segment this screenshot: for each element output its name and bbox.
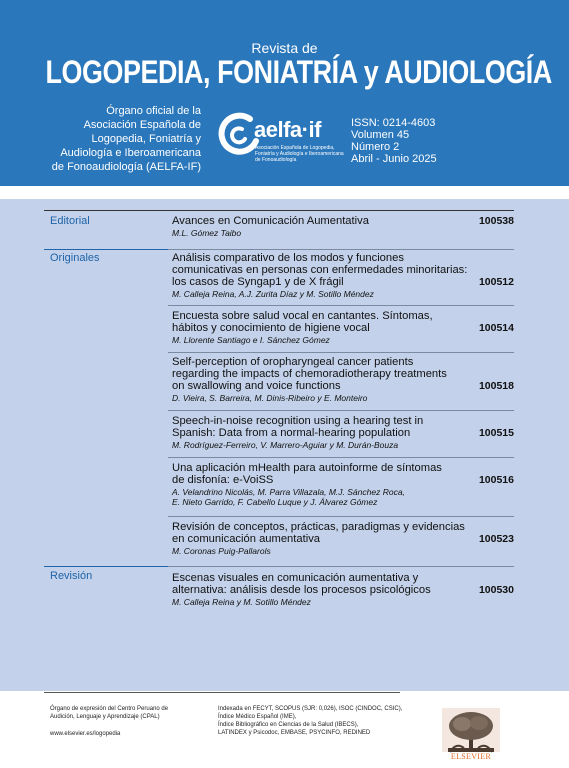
article-entry[interactable] — [172, 356, 514, 403]
title-line: Speech-in-noise recognition using a hearing test in — [172, 415, 424, 427]
cpal-line: Órgano de expresión del Centro Peruano de — [50, 706, 169, 712]
article-title — [172, 310, 472, 334]
article-number: 100515 — [478, 427, 514, 439]
authors-line: M.L. Gómez Taibo — [172, 228, 242, 238]
index-line: Índice Bibliográfico en Ciencias de la Salud (IBECS), — [218, 722, 359, 728]
article-number: 100518 — [478, 380, 514, 392]
section-rule — [44, 249, 168, 250]
article-authors — [172, 440, 472, 450]
article-authors — [172, 228, 472, 238]
entry-rule — [168, 305, 514, 306]
article-number: 100512 — [478, 276, 514, 288]
title-line: en comunicación aumentativa — [172, 533, 321, 545]
organ-line: Órgano oficial de la — [106, 105, 201, 117]
article-title — [172, 252, 472, 288]
article-authors — [172, 335, 472, 345]
article-entry[interactable] — [172, 215, 514, 238]
table-of-contents — [0, 199, 569, 691]
toc-top-rule — [44, 210, 514, 211]
title-line: Encuesta sobre salud vocal en cantantes. Síntomas, — [172, 310, 433, 322]
issue-info — [351, 117, 437, 165]
organ-line: Audiología e Iberoamericana — [60, 147, 201, 159]
title-line: Self-perception of oropharyngeal cancer patients — [172, 356, 414, 368]
article-entry[interactable] — [172, 252, 514, 299]
article-authors — [172, 546, 472, 556]
title-line: hábitos y conocimiento de higiene vocal — [172, 322, 370, 334]
entry-rule — [168, 516, 514, 517]
authors-line: D. Vieira, S. Barreira, M. Dinis-Ribeiro y E. Monteiro — [172, 393, 368, 403]
section-label-revision: Revisión — [50, 570, 93, 582]
title-line: Spanish: Data from a normal-hearing population — [172, 427, 411, 439]
article-title — [172, 521, 472, 545]
entry-rule — [168, 249, 514, 250]
footer-rule — [44, 692, 400, 693]
article-entry[interactable] — [172, 462, 514, 507]
title-line: los casos de Syngap1 y de X frágil — [172, 276, 344, 288]
title-line: Revisión de conceptos, prácticas, paradigmas y evidencias — [172, 521, 465, 533]
title-line: Avances en Comunicación Aumentativa — [172, 215, 369, 227]
title-line: alternativa: análisis desde los procesos psicológicos — [172, 584, 431, 596]
journal-url-link[interactable]: www.elsevier.es/logopedia — [50, 731, 121, 737]
entry-rule — [168, 352, 514, 353]
article-authors — [172, 487, 472, 507]
organ-line: Logopedia, Foniatría y — [91, 133, 201, 145]
article-number: 100514 — [478, 322, 514, 334]
article-entry[interactable] — [172, 572, 514, 607]
entry-rule — [168, 566, 514, 567]
authors-line: M. Calleja Reina y M. Sotillo Méndez — [172, 597, 311, 607]
aelfa-logo — [216, 111, 344, 161]
indexing-note — [218, 705, 418, 737]
issn: ISSN: 0214-4603 — [351, 117, 436, 129]
authors-line: A. Velandrino Nicolás, M. Parra Villazala, M.J. Sánchez Roca, — [172, 487, 405, 497]
article-authors — [172, 289, 472, 299]
title-line: Análisis comparativo de los modos y funciones — [172, 252, 404, 264]
title-line: Escenas visuales en comunicación aumentativa y — [172, 572, 419, 584]
article-title — [172, 215, 472, 227]
article-number: 100530 — [478, 584, 514, 596]
publisher-name: ELSEVIER — [450, 752, 492, 761]
article-title — [172, 415, 472, 439]
volume: Volumen 45 — [351, 129, 410, 141]
article-number: 100516 — [478, 474, 514, 486]
organ-line: Asociación Española de — [83, 119, 201, 131]
title-line: Una aplicación mHealth para autoinforme de síntomas — [172, 462, 442, 474]
article-entry[interactable] — [172, 310, 514, 345]
article-title — [172, 462, 472, 486]
entry-rule — [168, 457, 514, 458]
cpal-line: Audición, Lenguaje y Aprendizaje (CPAL) — [50, 714, 160, 720]
authors-line: M. Coronas Puig-Pallarols — [172, 546, 271, 556]
section-rule — [44, 566, 168, 567]
title-line: de disfonía: e-VoiSS — [172, 474, 274, 486]
cover-header — [0, 0, 569, 186]
authors-line: E. Nieto Garrido, F. Cabello Luque y J. Álvarez Gómez — [172, 497, 378, 507]
article-number: 100523 — [478, 533, 514, 545]
authors-line: M. Llorente Santiago e I. Sánchez Gómez — [172, 335, 330, 345]
journal-title: LOGOPEDIA, FONIATRÍA y AUDIOLOGÍA — [45, 54, 552, 90]
organ-line: de Fonoaudiología (AELFA-IF) — [51, 161, 201, 173]
article-entry[interactable] — [172, 521, 514, 556]
article-authors — [172, 393, 472, 403]
article-authors — [172, 597, 472, 607]
official-organ-text — [1, 104, 201, 174]
issue-number: Número 2 — [351, 141, 400, 153]
logo-subtext: Asociación Española de Logopedia, Foniatría y Audiología e Iberoamericana de Fonoaudiología — [255, 145, 344, 163]
index-line: Índice Médico Español (IME), — [218, 714, 297, 720]
index-line: LATINDEX y Psicodoc, EMBASE, PSYCINFO, REDINED — [218, 730, 371, 736]
section-label-originales: Originales — [50, 252, 100, 264]
entry-rule — [168, 410, 514, 411]
journal-prefix: Revista de — [251, 40, 318, 56]
article-entry[interactable] — [172, 415, 514, 450]
logo-wordmark: aelfa·if — [254, 117, 321, 142]
article-number: 100538 — [478, 215, 514, 227]
section-label-editorial: Editorial — [50, 215, 90, 227]
index-line: Indexada en FECYT, SCOPUS (SJR: 0,026), ISOC (CINDOC, CSIC), — [218, 706, 403, 712]
title-line: regarding the impacts of chemoradiotherapy treatments — [172, 368, 447, 380]
cpal-note — [50, 705, 210, 721]
title-line: comunicativas en personas con enfermedades minoritarias: — [172, 264, 468, 276]
authors-line: M. Calleja Reina, A.J. Zurita Díaz y M. Sotillo Méndez — [172, 289, 374, 299]
issue-date: Abril - Junio 2025 — [351, 153, 437, 165]
title-line: on swallowing and voice functions — [172, 380, 341, 392]
article-title — [172, 572, 472, 596]
article-title — [172, 356, 472, 392]
authors-line: M. Rodríguez-Ferreiro, V. Marrero-Aguiar y M. Durán-Bouza — [172, 440, 399, 450]
